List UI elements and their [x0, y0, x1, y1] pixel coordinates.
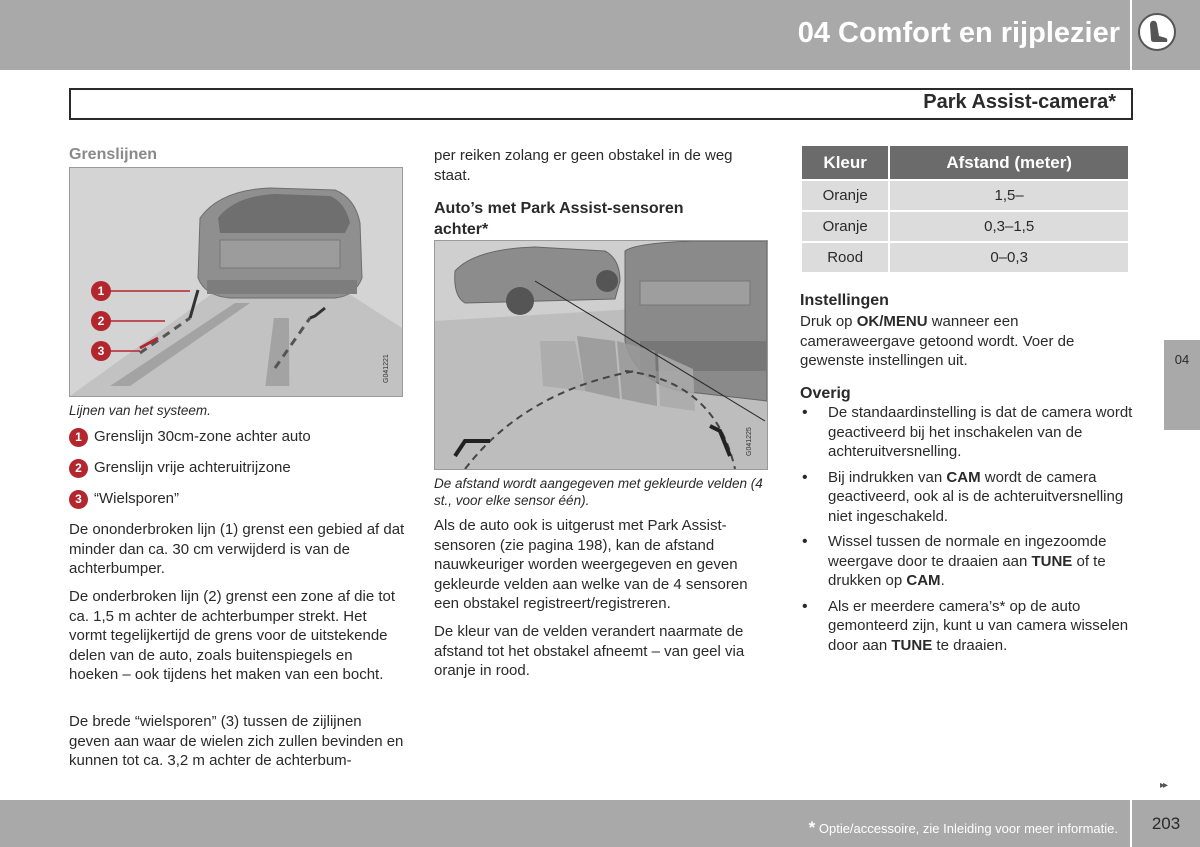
text-span: De standaardinstelling is dat de camera wordt geactiveerd bij het inschakelen van de achteruitversnelling. [828, 404, 1133, 460]
list-item [800, 532, 1135, 591]
table-cell: 1,5– [889, 180, 1129, 211]
paragraph: De ononderbroken lijn (1) grenst een gebied af dat minder dan ca. 30 cm verwijderd is van de achterbumper. [69, 521, 405, 577]
table-cell: 0,3–1,5 [889, 211, 1129, 242]
seat-icon [1137, 12, 1177, 52]
footer-note [809, 818, 1118, 838]
text-span: Wissel tussen de normale en ingezoomde weergave door te draaien aan [828, 533, 1107, 570]
text-span: Druk op [800, 313, 857, 330]
legend-text: Grenslijn vrije achteruitrijzone [94, 459, 291, 476]
table-row [801, 180, 1129, 211]
section-title: Park Assist-camera* [923, 91, 1116, 113]
legend-item-3 [69, 489, 179, 509]
legend-badge: 3 [69, 490, 88, 509]
paragraph: De brede “wielsporen” (3) tussen de zijlijnen geven aan waar de wielen zich zullen bevinden en kunnen tot ca. 3,2 m achter de achterbum- [69, 713, 404, 769]
footnote-text: Optie/accessoire, zie Inleiding voor meer informatie. [818, 821, 1118, 836]
instellingen-heading: Instellingen [800, 292, 889, 309]
figure-badge-2: 2 [97, 314, 105, 328]
page-number: 203 [1151, 814, 1181, 833]
paragraph: De onderbroken lijn (2) grenst een zone af die tot ca. 1,5 m achter de achterbumper strekt. Het vormt tegelijkertijd de grens voor de uitstekende delen van de auto, zoals buitenspiegels en hoeken – ook tijdens het maken van een bocht. [69, 588, 396, 683]
text-span: of te drukken op [828, 552, 1106, 589]
text-span: Als er meerdere camera’s* op de auto gemonteerd zijn, kunt u van camera wisselen door aan [828, 597, 1129, 654]
text-span: Bij indrukken van [828, 468, 947, 486]
chapter-side-tab-label: 04 [1174, 352, 1190, 367]
legend-text: “Wielsporen” [94, 490, 180, 507]
list-item [800, 403, 1135, 462]
grenslijnen-heading: Grenslijnen [69, 146, 158, 163]
table-cell: Rood [801, 242, 889, 273]
table-cell: 0–0,3 [889, 242, 1129, 273]
legend-item-2 [69, 458, 291, 478]
figure-caption: Lijnen van het systeem. [69, 403, 211, 418]
table-header-row [801, 145, 1129, 180]
figure-code: G041225 [746, 427, 753, 456]
legend-badge: 1 [69, 428, 88, 447]
figure-badge-1: 1 [97, 284, 105, 298]
key-label: OK/MENU [856, 313, 928, 330]
table-cell: Oranje [801, 180, 889, 211]
figure-code: G041221 [383, 354, 390, 383]
table-cell: Oranje [801, 211, 889, 242]
legend-badge: 2 [69, 459, 88, 478]
key-label: CAM [906, 572, 941, 589]
figure-caption: De afstand wordt aangegeven met gekleurde velden (4 st., voor elke sensor één). [434, 476, 763, 508]
overig-heading: Overig [800, 385, 851, 402]
key-label: TUNE [1031, 552, 1073, 570]
chapter-title: 04 Comfort en rijplezier [797, 17, 1120, 49]
overig-list [800, 403, 1135, 661]
lines-figure [69, 167, 403, 397]
camera-figure [434, 240, 768, 470]
table-row [801, 211, 1129, 242]
text-span: te draaien. [932, 636, 1008, 654]
text-span: wordt de camera geactiveerd, ook al is de achteruitversnelling niet ingeschakeld. [828, 468, 1124, 525]
text-span: wanneer een cameraweergave getoond wordt. Voer de gewenste instellingen uit. [800, 313, 1075, 369]
list-item [800, 597, 1135, 656]
table-header-cell: Afstand (meter) [889, 145, 1129, 180]
legend-text: Grenslijn 30cm-zone achter auto [94, 428, 311, 445]
paragraph: per reiken zolang er geen obstakel in de weg staat. [434, 147, 733, 184]
list-item [800, 468, 1135, 527]
text-span: . [940, 572, 945, 589]
footnote-star: * [808, 818, 816, 837]
park-assist-heading: Auto’s met Park Assist-sensoren achter* [434, 200, 684, 238]
key-label: TUNE [891, 636, 933, 654]
instellingen-paragraph [800, 312, 1135, 371]
figure-badge-3: 3 [97, 344, 105, 358]
next-page-arrows-icon: ▸▸ [1160, 780, 1167, 791]
distance-color-table [800, 144, 1130, 274]
legend-item-1 [69, 427, 311, 447]
table-header-cell: Kleur [801, 145, 889, 180]
table-row [801, 242, 1129, 273]
paragraph: Als de auto ook is uitgerust met Park Assist-sensoren (zie pagina 198), kan de afstand nauwkeuriger worden weergegeven en geven gekleurde velden aan welke van de 4 sensoren een obstakel registreert/registreren. [434, 517, 748, 612]
paragraph: De kleur van de velden verandert naarmate de afstand tot het obstakel afneemt – van geel via oranje in rood. [434, 623, 745, 679]
key-label: CAM [946, 468, 981, 486]
